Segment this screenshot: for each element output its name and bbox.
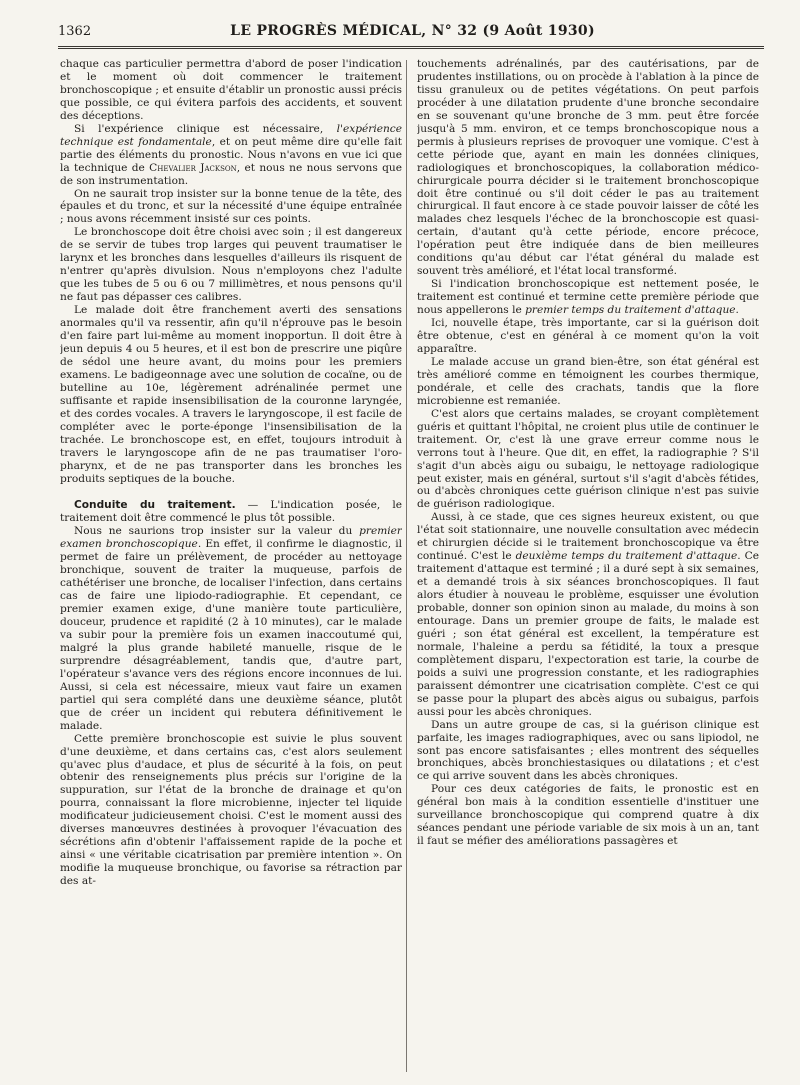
paragraph: Nous ne saurions trop insister sur la valeur du premier examen bronchoscopique. En effet, il confirme le diagnostic, il permet de faire un prélèvement, de procéder au nettoyage bronchique, souvent de traiter la muqueuse, parfois de cathétériser une bronche, de localiser l'infection, dans certains cas de faire une lipiodo-radiographie. Et cependant, ce premier examen exige, d'une manière toute particulière, douceur, prudence et rapidité (2 à 10 minutes), car le malade va subir pour la première fois un examen inaccoutumé qui, malgré la plus grande habileté manuelle, risque de le surprendre désagréablement, tandis que, d'autre part, l'opérateur s'avance vers des régions encore inconnues de lui. Aussi, si cela est nécessaire, mieux vaut faire un examen partiel qui sera complété dans une deuxième séance, plutôt que de créer un incident qui rebutera définitivement le malade. (60, 525, 402, 732)
column-divider (406, 60, 407, 1072)
paragraph: Ici, nouvelle étape, très importante, car si la guérison doit être obtenue, c'est en général à ce moment qu'on la voit apparaître. (417, 317, 759, 355)
paragraph: chaque cas particulier permettra d'abord de poser l'indication et le moment où doit commencer le traitement bronchoscopique ; et ensuite d'établir un pronostic aussi précis que possible, ce qui évitera parfois des accidents, et souvent des déceptions. (60, 58, 402, 122)
section-heading: Conduite du traitement. (74, 499, 236, 512)
journal-title: LE PROGRÈS MÉDICAL, N° 32 (9 Août 1930) (230, 23, 595, 39)
page-number: 1362 (58, 23, 92, 39)
paragraph: Le malade doit être franchement averti des sensations anormales qu'il va ressentir, afin qu'il n'éprouve pas le besoin d'en faire part lui-même au moment inopportun. Il doit être à jeun depuis 4 ou 5 heures, et il est bon de prescrire une piqûre de sédol une heure avant, du moins pour les premiers examens. Le badigeonnage avec une solution de cocaïne, ou de butelline au 10e, légèrement adrénalinée permet une suffisante et rapide insensibilisation de la couronne laryngée, et des cordes vocales. A travers le laryngoscope, il est facile de compléter avec le porte-éponge l'insensibilisation de la trachée. Le bronchoscope est, en effet, toujours introduit à travers le laryngoscope afin de ne pas traumatiser l'oro-pharynx, et de ne pas transporter dans les bronches les produits septiques de la bouche. (60, 304, 402, 485)
paragraph: touchements adrénalinés, par des cautérisations, par de prudentes instillations, ou on procède à l'ablation à la pince de tissu granuleux ou de petites végétations. On peut parfois procéder à une dilatation prudente d'une bronche secondaire en se souvenant qu'une bronche de 3 mm. peut être forcée jusqu'à 5 mm. environ, et ce temps bronchoscopique nous a permis à plusieurs reprises de provoquer une vomique. C'est à cette période que, ayant en main les données cliniques, radiologiques et bronchoscopiques, la collaboration médico-chirurgicale pourra décider si le traitement bronchoscopique doit être continué ou s'il doit céder le pas au traitement chirurgical. Il faut encore à ce stade pouvoir laisser de côté les malades chez lesquels l'échec de la bronchoscopie est quasi-certain, d'autant qu'à cette période, encore précoce, l'opération peut être indiquée dans de bien meilleures conditions qu'au début car l'état général du malade est souvent très amélioré, et l'état local transformé. (417, 58, 759, 278)
right-column (417, 58, 759, 1073)
paragraph: Le bronchoscope doit être choisi avec soin ; il est dangereux de se servir de tubes trop larges qui peuvent traumatiser le larynx et les bronches dans lesquelles d'ailleurs ils risquent de n'entrer qu'après divulsion. Nous n'employons chez l'adulte que les tubes de 5 ou 6 ou 7 millimètres, et nous pensons qu'il ne faut pas dépasser ces calibres. (60, 226, 402, 304)
paragraph: Si l'expérience clinique est nécessaire, l'expérience technique est fondamentale, et on peut même dire qu'elle fait partie des éléments du pronostic. Nous n'avons en vue ici que la technique de Chevalier Jackson, et nous ne nous servons que de son instrumentation. (60, 122, 402, 187)
paragraph: Pour ces deux catégories de faits, le pronostic est en général bon mais à la condition essentielle d'instituer une surveillance bronchoscopique qui comprend quatre à dix séances pendant une période variable de six mois à un an, tant il faut se méfier des améliorations passagères et (417, 783, 759, 848)
paragraph: Aussi, à ce stade, que ces signes heureux existent, ou que l'état soit stationnaire, une nouvelle consultation avec médecin et chirurgien décide si le traitement bronchoscopique va être continué. C'est le deuxième temps du traitement d'attaque. Ce traitement d'attaque est terminé ; il a duré sept à six semaines, et a demandé trois à six séances bronchoscopiques. Il faut alors étudier à nouveau le problème, esquisser une évolution probable, donner son opinion sinon au malade, du moins à son entourage. Dans un premier groupe de faits, le malade est guéri ; son état général est excellent, la température est normale, l'haleine a perdu sa fétidité, la toux a presque complètement disparu, l'expectoration est tarie, la courbe de poids a suivi une progression constante, et les radiographies paraissent démontrer une cicatrisation complète. C'est ce qui se passe pour la plupart des abcès aigus ou subaigus, parfois aussi pour les abcès chroniques. (417, 511, 759, 718)
paragraph: On ne saurait trop insister sur la bonne tenue de la tête, des épaules et du tronc, et sur la nécessité d'une équipe entraînée ; nous avons récemment insisté sur ces points. (60, 187, 402, 226)
paragraph: Dans un autre groupe de cas, si la guérison clinique est parfaite, les images radiographiques, avec ou sans lipiodol, ne sont pas encore satisfaisantes ; elles montrent des séquelles bronchiques, abcès bronchiestasiques ou dilatations ; et c'est ce qui arrive souvent dans les abcès chroniques. (417, 718, 759, 783)
paragraph: Si l'indication bronchoscopique est nettement posée, le traitement est continué et termine cette première période que nous appellerons le premier temps du traitement d'attaque. (417, 278, 759, 317)
paragraph: Cette première bronchoscopie est suivie le plus souvent d'une deuxième, et dans certains cas, c'est alors seulement qu'avec plus d'audace, et plus de sécurité à la fois, on peut obtenir des renseignements plus précis sur l'origine de la suppuration, sur l'état de la bronche de drainage et qu'on pourra, connaissant la flore microbienne, injecter tel liquide modificateur judicieusement choisi. C'est le moment aussi des diverses manœuvres destinées à provoquer l'évacuation des sécrétions afin d'obtenir l'affaissement rapide de la poche et ainsi « une véritable cicatrisation par première intention ». On modifie la muqueuse bronchique, ou favorise sa rétraction par des at- (60, 732, 402, 888)
paragraph: C'est alors que certains malades, se croyant complètement guéris et quittant l'hôpital, ne croient plus utile de continuer le traitement. Or, c'est là une grave erreur comme nous le verrons tout à l'heure. Que dit, en effet, la radiographie ? S'il s'agit d'un abcès aigu ou subaigu, le nettoyage radiologique peut exister, mais en général, surtout s'il s'agit d'abcès fétides, ou d'abcès chroniques cette guérison clinique n'est pas suivie de guérison radiologique. (417, 407, 759, 511)
header-rule (58, 46, 764, 49)
left-column (60, 58, 402, 1073)
page-header (58, 18, 764, 44)
paragraph: Le malade accuse un grand bien-être, son état général est très amélioré comme en témoignent les courbes thermique, pondérale, et celle des crachats, tandis que la flore microbienne est remaniée. (417, 355, 759, 407)
section-paragraph: Conduite du traitement. — L'indication posée, le traitement doit être commencé le plus tôt possible. (60, 499, 402, 525)
